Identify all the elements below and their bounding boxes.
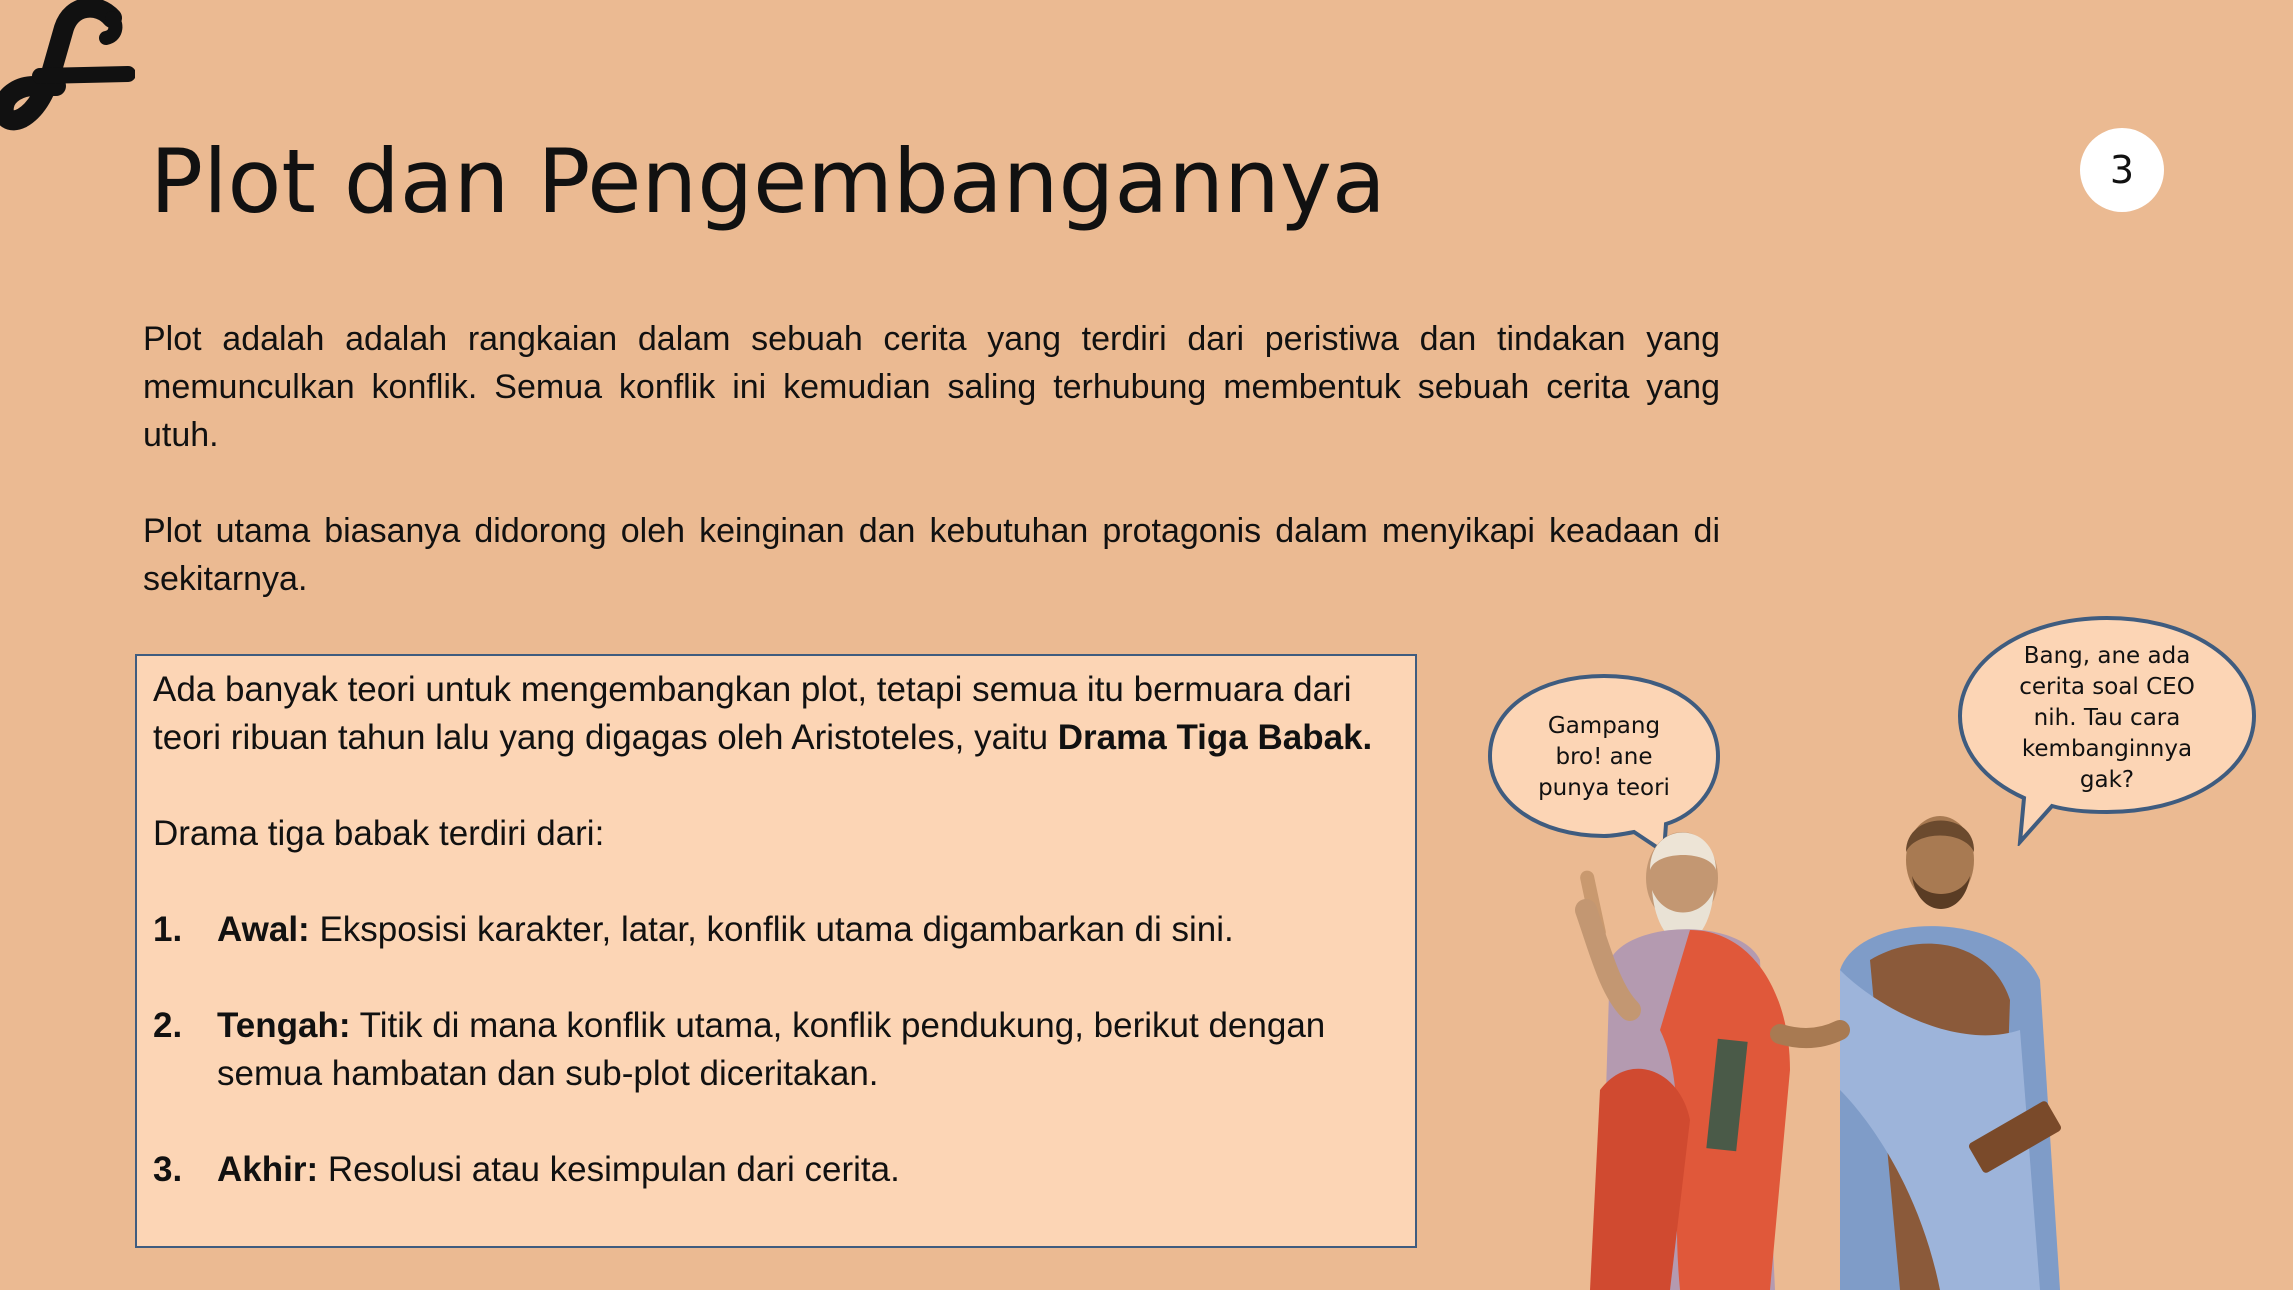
list-item-text: Resolusi atau kesimpulan dari cerita. [318, 1150, 900, 1189]
box-lead-bold: Drama Tiga Babak. [1057, 718, 1373, 757]
list-item-number: 2. [153, 1006, 183, 1045]
aristotle-figure [1780, 816, 2062, 1290]
list-item-body [217, 906, 1234, 954]
list-item-body [217, 1002, 1399, 1098]
list-item-text: Titik di mana konflik utama, konflik pendukung, berikut dengan semua hambatan dan sub-plot diceritakan. [217, 1006, 1326, 1093]
page-number: 3 [2109, 148, 2135, 192]
intro-paragraph-2: Plot utama biasanya didorong oleh keinginan dan kebutuhan protagonis dalam menyikapi keadaan di sekitarnya. [143, 512, 1720, 598]
philosophers-illustration [1540, 790, 2140, 1290]
list-item [153, 1146, 1399, 1194]
list-item-number: 3. [153, 1150, 183, 1189]
speech-bubble-left-text: Gampang bro! ane punya teori [1538, 712, 1670, 801]
three-act-list [153, 906, 1399, 1194]
page-title: Plot dan Pengembangannya [150, 130, 1386, 233]
list-item-text: Eksposisi karakter, latar, konflik utama digambarkan di sini. [309, 910, 1234, 949]
box-lead-text: Ada banyak teori untuk mengembangkan plot, tetapi semua itu bermuara dari teori ribuan tahun lalu yang digagas oleh Aristoteles, yaitu [153, 670, 1352, 757]
page-number-badge [2080, 128, 2164, 212]
three-act-box [135, 654, 1417, 1248]
brand-logo-icon [0, 0, 135, 150]
list-item-number: 1. [153, 910, 183, 949]
list-item [153, 906, 1399, 954]
box-lead [153, 666, 1399, 762]
list-item-term: Awal: [217, 910, 310, 949]
box-list-intro: Drama tiga babak terdiri dari: [153, 814, 605, 853]
list-item-term: Tengah: [217, 1006, 351, 1045]
intro-text [143, 315, 1720, 651]
speech-bubble-right-text: Bang, ane ada cerita soal CEO nih. Tau cara kembanginnya gak? [2019, 642, 2195, 793]
plato-figure [1579, 832, 1790, 1290]
list-item [153, 1002, 1399, 1098]
list-item-term: Akhir: [217, 1150, 319, 1189]
intro-paragraph-1: Plot adalah adalah rangkaian dalam sebuah cerita yang terdiri dari peristiwa dan tindakan yang memunculkan konflik. Semua konflik ini kemudian saling terhubung membentuk sebuah cerita yang utuh. [143, 320, 1720, 454]
list-item-body [217, 1146, 900, 1194]
